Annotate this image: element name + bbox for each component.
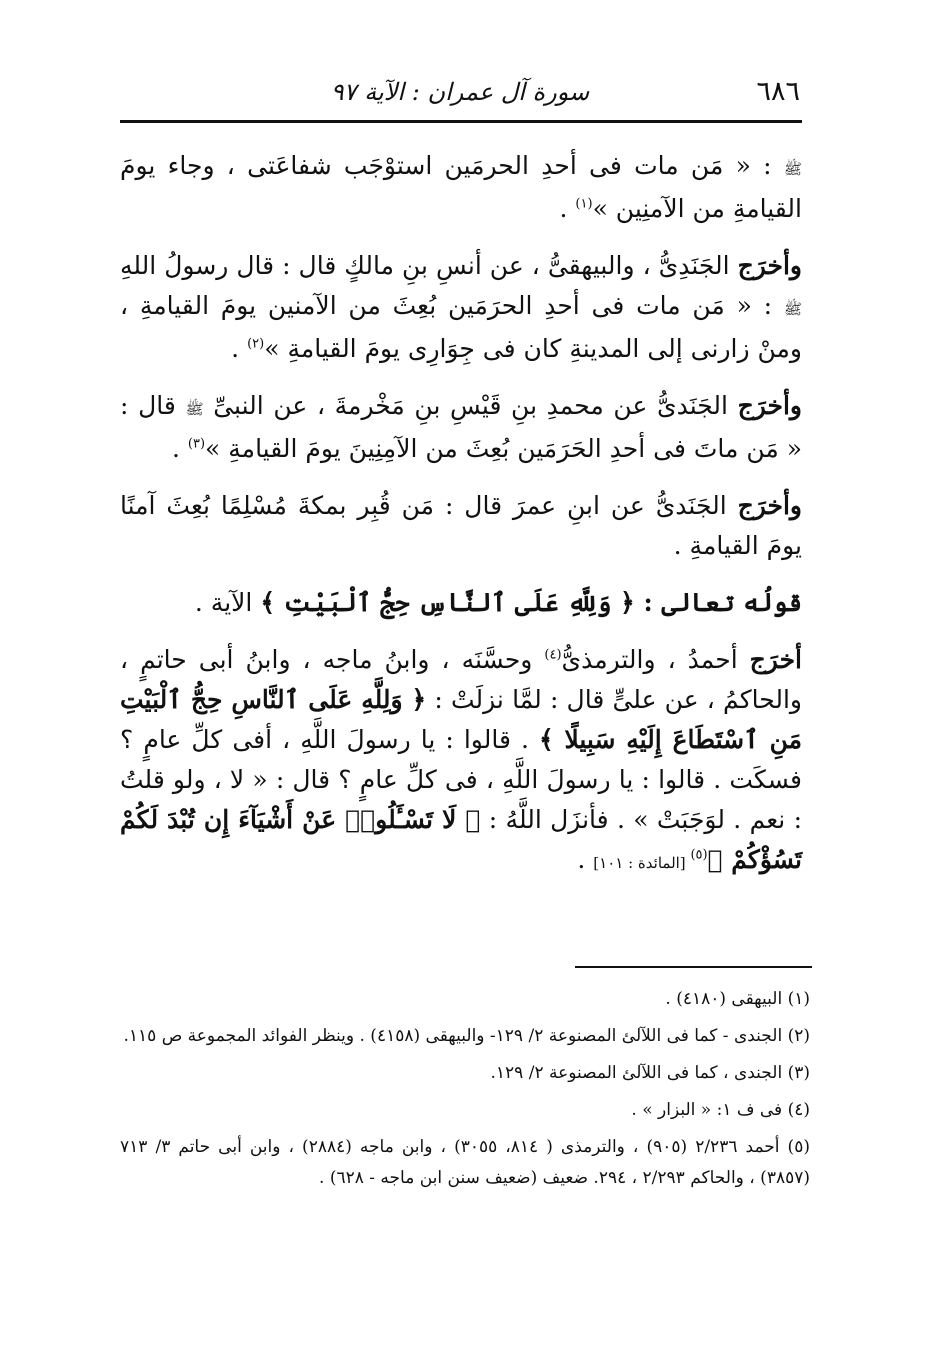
paragraph-text: أحمدُ ، والترمذىُّ xyxy=(561,645,750,674)
paragraph-text: : « مَن مات فى أحدِ الحرَمَين بُعِثَ من الآمنين يومَ القيامةِ ، ومنْ زارنى إلى المدينةِ كان فى جِوَارِى يومَ القيامةِ » xyxy=(120,291,802,363)
paragraph-lead: وأخرَج xyxy=(737,491,802,520)
salutation-symbol: ﷺ xyxy=(783,300,802,318)
paragraph-text: : « مَن مات فى أحدِ الحرمَين استوْجَب شفاعَتى ، وجاء يومَ القيامةِ من الآمنِين » xyxy=(120,151,802,223)
paragraph-end: . xyxy=(577,845,594,874)
paragraph-end: . xyxy=(559,194,576,223)
paragraph-end: . xyxy=(171,434,188,463)
footnote-5: (٥) أحمد ٢/٢٣٦ (٩٠٥) ، والترمذى ( ٨١٤، ٣٠٥٥) ، وابن ماجه (٢٨٨٤) ، وابن أبى حاتم ٣/ ٧١٣ (٣٨٥٧) ، والحاكم ٢/٢٩٣ ، ٢٩٤. ضعيف (ضعيف سنن ابن ماجه - ٦٢٨) . xyxy=(120,1137,810,1188)
footnote-marker: (٤) xyxy=(544,647,562,663)
paragraph-text: وحسَّنَه ، وابنُ ماجه ، وابنُ أبى حاتمٍ ، والحاكمُ ، عن علىٍّ قال : لمَّا نزلَتْ : xyxy=(120,645,802,714)
running-title: سورة آل عمران : الآية ٩٧ xyxy=(330,78,590,106)
salutation-symbol: ﷺ xyxy=(185,400,204,418)
paragraph-text: الجَنَدِىُّ ، والبيهقىُّ ، عن أنسِ بنِ مالكٍ قال : قال رسولُ اللهِ xyxy=(120,251,738,280)
paragraph-2 xyxy=(120,246,802,369)
paragraph-1 xyxy=(120,146,802,229)
page-number: ٦٨٦ xyxy=(756,76,800,107)
paragraph-text: الآية . xyxy=(194,588,261,617)
quran-verse: ﴿ وَلِلَّهِ عَلَى ٱلنَّاسِ حِجُّ ٱلْبَيْتِ ﴾ xyxy=(260,588,644,617)
verse-reference: [المائدة : ١٠١] xyxy=(593,854,691,872)
footnote-4: (٤) فى ف ١: « البزار » . xyxy=(631,1100,810,1120)
footnote-2: (٢) الجندى - كما فى اللآلئ المصنوعة ٢/ ١٢٩- والبيهقى (٤١٥٨) . وينظر الفوائد المجموعة ص ١١٥. xyxy=(123,1026,810,1046)
paragraph-4 xyxy=(120,486,802,566)
header-rule xyxy=(120,120,802,123)
quran-verse: ﴿ لَا تَسْـَٔلُوا۟ عَنْ أَشْيَآءَ إِن تُبْدَ لَكُمْ تَسُؤْكُمْ ﴾ xyxy=(120,805,802,874)
salutation-symbol: ﷺ xyxy=(783,160,802,178)
footnote-marker: (١) xyxy=(575,196,593,212)
paragraph-lead: أخرَج xyxy=(749,645,802,674)
footnote-3: (٣) الجندى ، كما فى اللآلئ المصنوعة ٢/ ١٢٩. xyxy=(490,1063,810,1083)
footnote-marker: (٢) xyxy=(247,336,265,352)
paragraph-lead: وأخرَج xyxy=(737,251,802,280)
quran-verse: ﴿ وَلِلَّهِ عَلَى ٱلنَّاسِ حِجُّ ٱلْبَيْتِ مَنِ ٱسْتَطَاعَ إِلَيْهِ سَبِيلًا ﴾ xyxy=(120,685,802,754)
footnotes xyxy=(120,984,810,1200)
footnote-1: (١) البيهقى (٤١٨٠) . xyxy=(665,989,810,1009)
page-header xyxy=(120,74,800,124)
paragraph-lead: قولُه تعالى : xyxy=(643,588,802,617)
footnote-marker: (٥) xyxy=(690,847,708,863)
paragraph-lead: وأخرَج xyxy=(737,391,802,420)
footnote-marker: (٣) xyxy=(187,436,206,452)
paragraph-3 xyxy=(120,386,802,469)
paragraph-5 xyxy=(120,583,802,623)
paragraph-text: . قالوا : يا رسولَ اللَّهِ ، أفى كلِّ عامٍ ؟ فسكَت . قالوا : يا رسولَ اللَّهِ ، فى كلِّ عامٍ ؟ قال : « لا ، ولو قلتُ : نعم . لوَجَبَتْ » . فأنزَل اللَّهُ : xyxy=(120,725,802,834)
paragraph-text: الجَنَدىُّ عن محمدِ بنِ قَيْسِ بنِ مَخْرمةَ ، عن النبىِّ xyxy=(203,391,738,420)
footnote-rule xyxy=(575,966,812,968)
paragraph-text: قال : « مَن ماتَ فى أحدِ الحَرَمَين بُعِثَ من الآمِنِينَ يومَ القيامةِ » xyxy=(120,391,802,463)
paragraph-end: . xyxy=(231,334,248,363)
paragraph-text: الجَنَدىُّ عن ابنِ عمرَ قال : مَن قُبِر بمكةَ مُسْلِمًا بُعِثَ آمنًا يومَ القيامةِ . xyxy=(120,491,802,560)
paragraph-6 xyxy=(120,640,802,883)
main-text xyxy=(120,146,802,900)
